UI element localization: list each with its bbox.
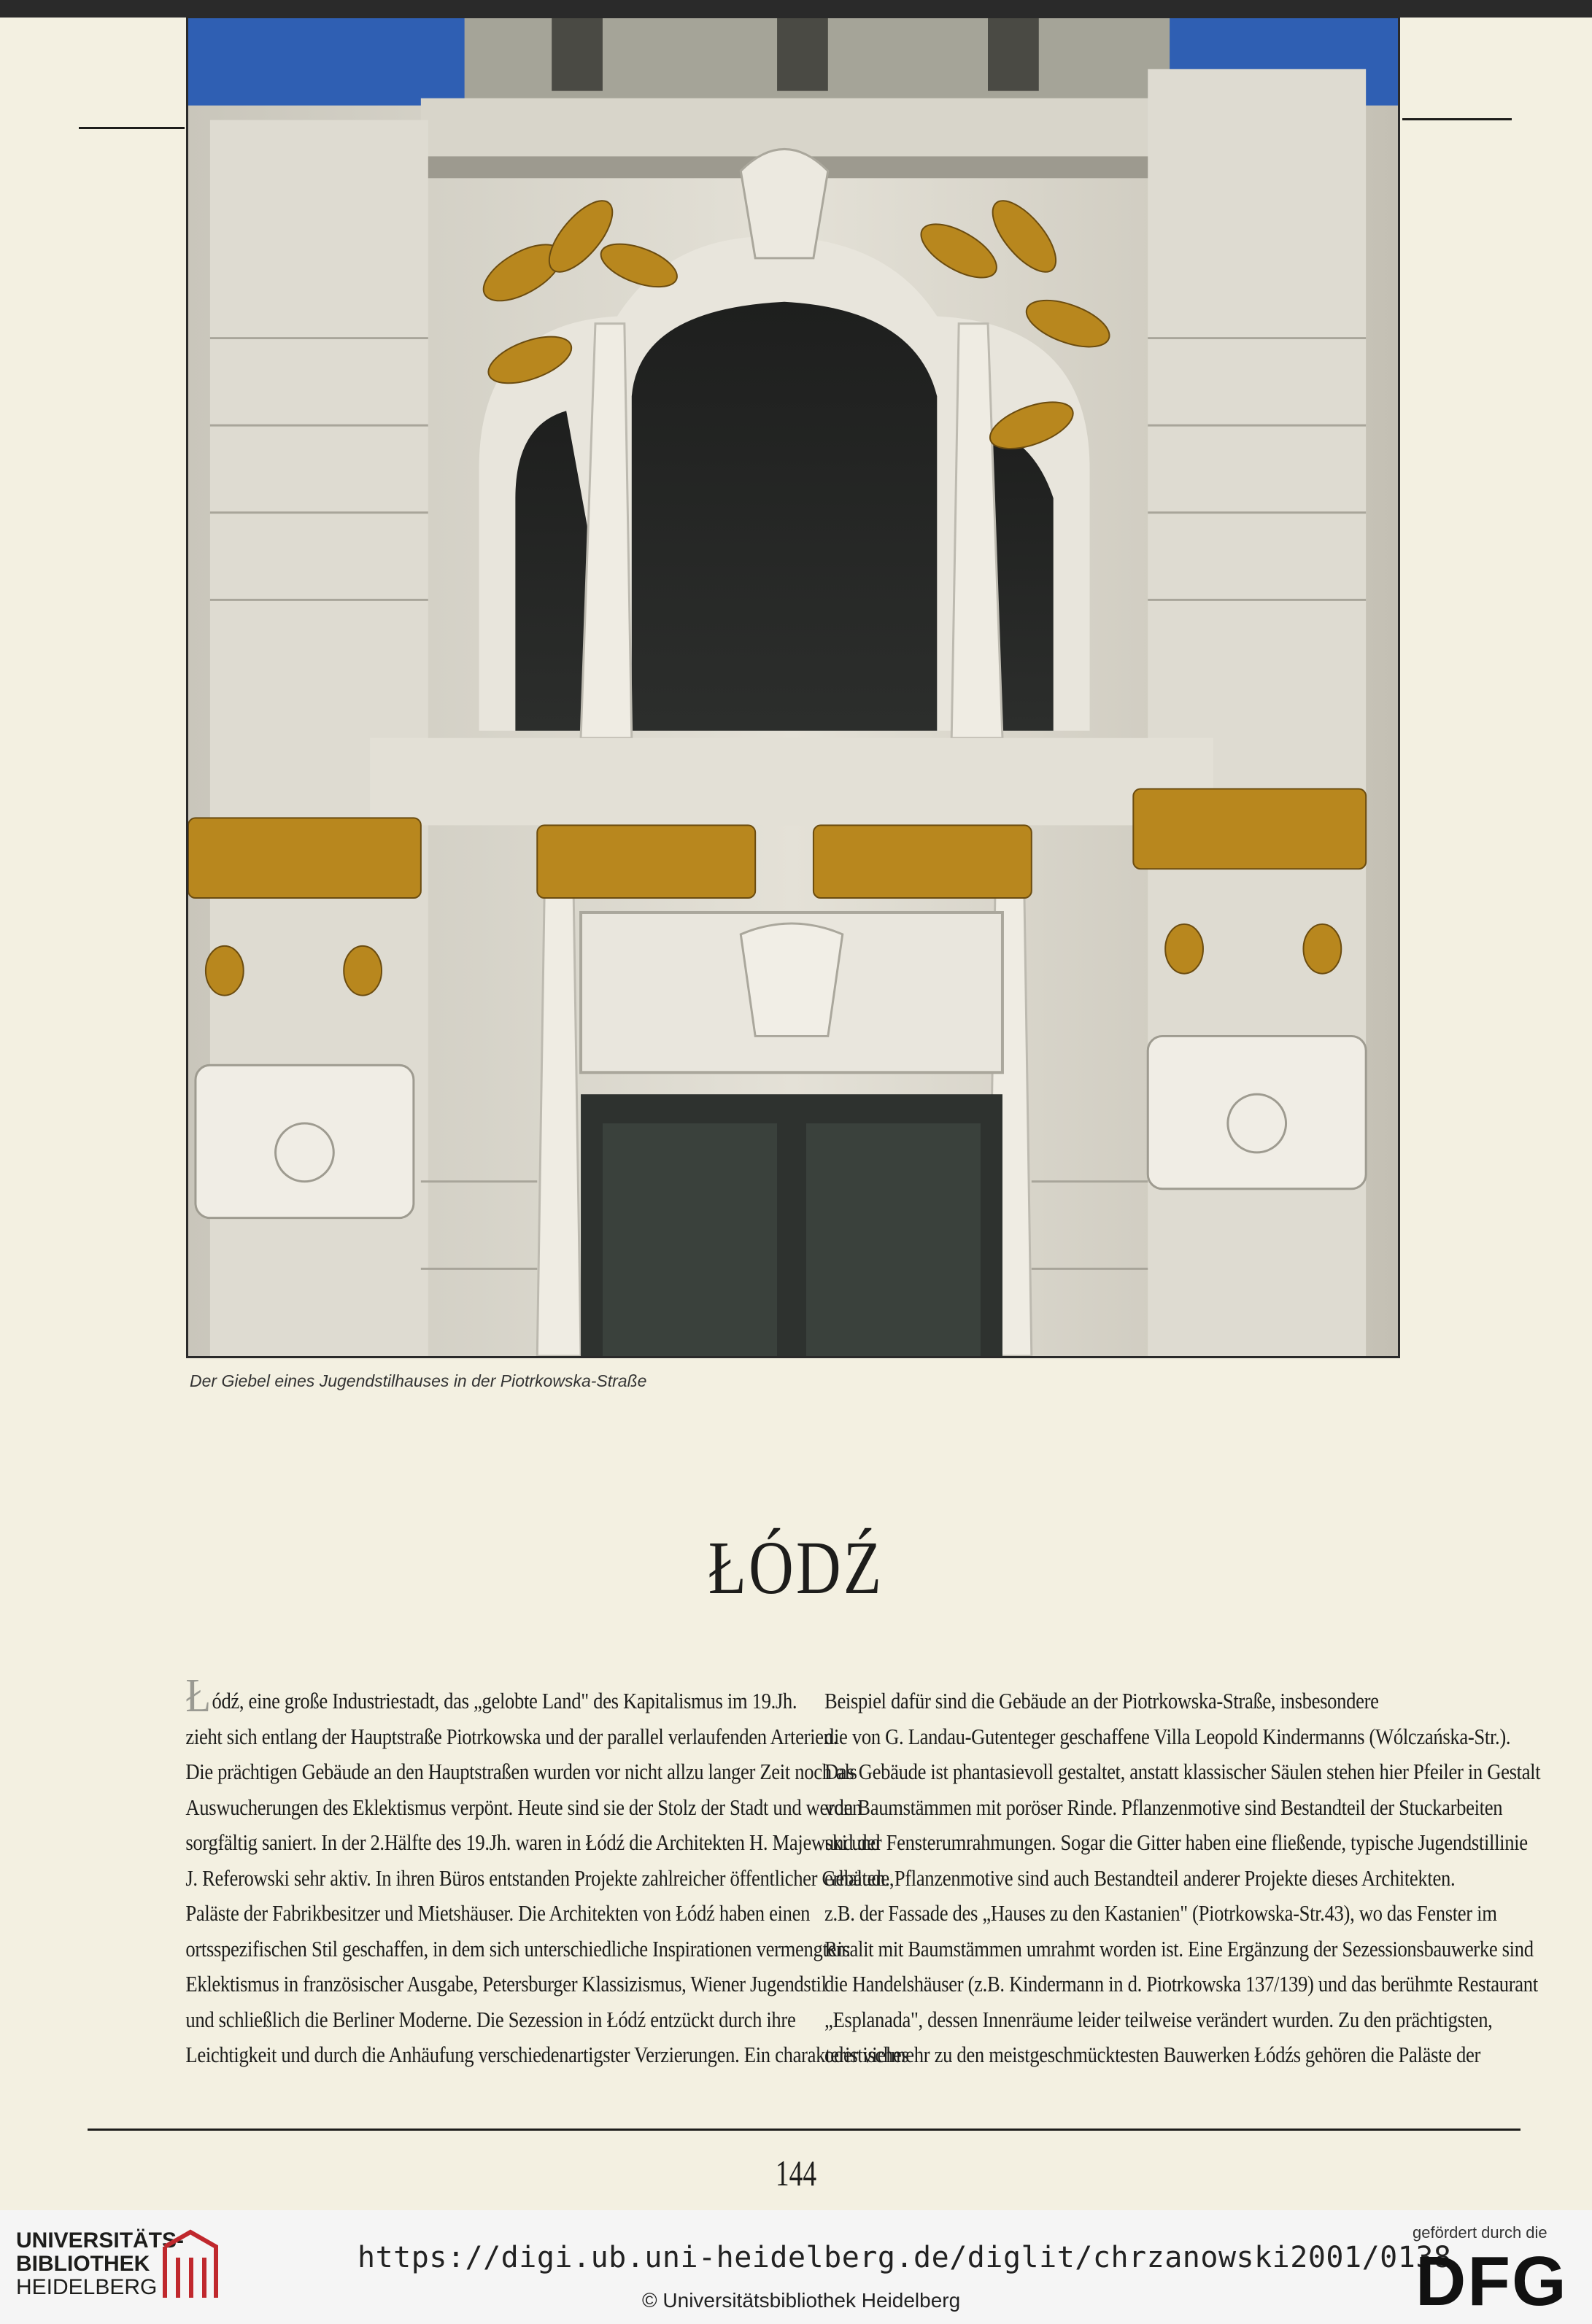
text-line: J. Referowski sehr aktiv. In ihren Büros entstanden Projekte zahlreicher öffentlicher Gebäude, xyxy=(185,1864,894,1891)
text-line: „Esplanada", dessen Innenräume leider teilweise verändert wurden. Zu den prächtigsten, xyxy=(824,2006,1493,2032)
funded-by-label: gefördert durch die xyxy=(1413,2223,1547,2242)
text-line: die Handelshäuser (z.B. Kindermann in d. Piotrkowska 137/139) und das berühmte Restaurant xyxy=(824,1971,1538,1996)
top-rule-left xyxy=(79,127,185,129)
dropcap: Ł xyxy=(185,1669,211,1722)
bottom-rule xyxy=(88,2129,1520,2131)
text-line: zieht sich entlang der Hauptstraße Piotrkowska und der parallel verlaufenden Arterien. xyxy=(185,1723,838,1749)
text-line: von Baumstämmen mit poröser Rinde. Pflanzenmotive sind Bestandteil der Stuckarbeiten xyxy=(824,1794,1503,1820)
photo-caption: Der Giebel eines Jugendstilhauses in der Piotrkowska-Straße xyxy=(190,1371,647,1390)
text-line: und schließlich die Berliner Moderne. Die Sezession in Łódź entzückt durch ihre xyxy=(185,2006,796,2032)
text-line: Leichtigkeit und durch die Anhäufung verschiedenartigster Verzierungen. Ein charakteristisches xyxy=(185,2042,909,2067)
copyright-notice: © Universitätsbibliothek Heidelberg xyxy=(642,2289,961,2312)
text-line: ortsspezifischen Stil geschaffen, in dem sich unterschiedliche Inspirationen vermengten: xyxy=(185,1935,851,1961)
text-line: die von G. Landau-Gutenteger geschaffene Villa Leopold Kindermanns (Wólczańska-Str.). xyxy=(824,1723,1511,1749)
text-line: Auswucherungen des Eklektismus verpönt. Heute sind sie der Stolz der Stadt und werden xyxy=(185,1794,862,1820)
top-rule-right xyxy=(1402,118,1512,120)
source-url-link[interactable]: https://digi.ub.uni-heidelberg.de/diglit/chrzanowski2001/0138 xyxy=(358,2241,1452,2274)
top-edge xyxy=(0,0,1592,18)
page-title: ŁÓDŹ xyxy=(708,1526,884,1610)
body-column-right xyxy=(824,1684,1541,2073)
text-line: erhalten. Pflanzenmotive sind auch Bestandteil anderer Projekte dieses Architekten. xyxy=(824,1864,1456,1891)
text-line: und der Fensterumrahmungen. Sogar die Gitter haben eine fließende, typische Jugendstillinie xyxy=(824,1829,1528,1855)
text-line: Risalit mit Baumstämmen umrahmt worden ist. Eine Ergänzung der Sezessionsbauwerke sind xyxy=(824,1935,1534,1961)
text-line: Eklektismus in französischer Ausgabe, Petersburger Klassizismus, Wiener Jugendstil xyxy=(185,1971,827,1996)
text-line: oder vielmehr zu den meistgeschmücktesten Bauwerken Łódźs gehören die Paläste der xyxy=(824,2042,1480,2067)
library-logo-text[interactable]: UNIVERSITÄTS- BIBLIOTHEK HEIDELBERG xyxy=(16,2228,185,2299)
body-column-left xyxy=(185,1669,909,2073)
library-logo-icon[interactable] xyxy=(158,2225,223,2305)
text-line: Paläste der Fabrikbesitzer und Mietshäuser. Die Architekten von Łódź haben einen xyxy=(185,1900,811,1926)
gable-photograph xyxy=(186,16,1400,1358)
page-number: 144 xyxy=(775,2153,817,2193)
dfg-logo[interactable]: DFG xyxy=(1415,2242,1568,2320)
text-line: z.B. der Fassade des „Hauses zu den Kastanien" (Piotrkowska-Str.43), wo das Fenster im xyxy=(824,1900,1497,1926)
text-line: sorgfältig saniert. In der 2.Hälfte des 19.Jh. waren in Łódź die Architekten H. Majewski und xyxy=(185,1829,881,1855)
text-line: Das Gebäude ist phantasievoll gestaltet, anstatt klassischer Säulen stehen hier Pfeiler in Gestalt xyxy=(824,1759,1541,1784)
text-line: Die prächtigen Gebäude an den Hauptstraßen wurden vor nicht allzu langer Zeit noch als xyxy=(185,1759,857,1784)
digitization-footer xyxy=(0,2210,1592,2324)
text-line: Łódź, eine große Industriestadt, das „gelobte Land" des Kapitalismus im 19.Jh. xyxy=(185,1669,797,1722)
text-line: Beispiel dafür sind die Gebäude an der Piotrkowska-Straße, insbesondere xyxy=(824,1688,1379,1713)
